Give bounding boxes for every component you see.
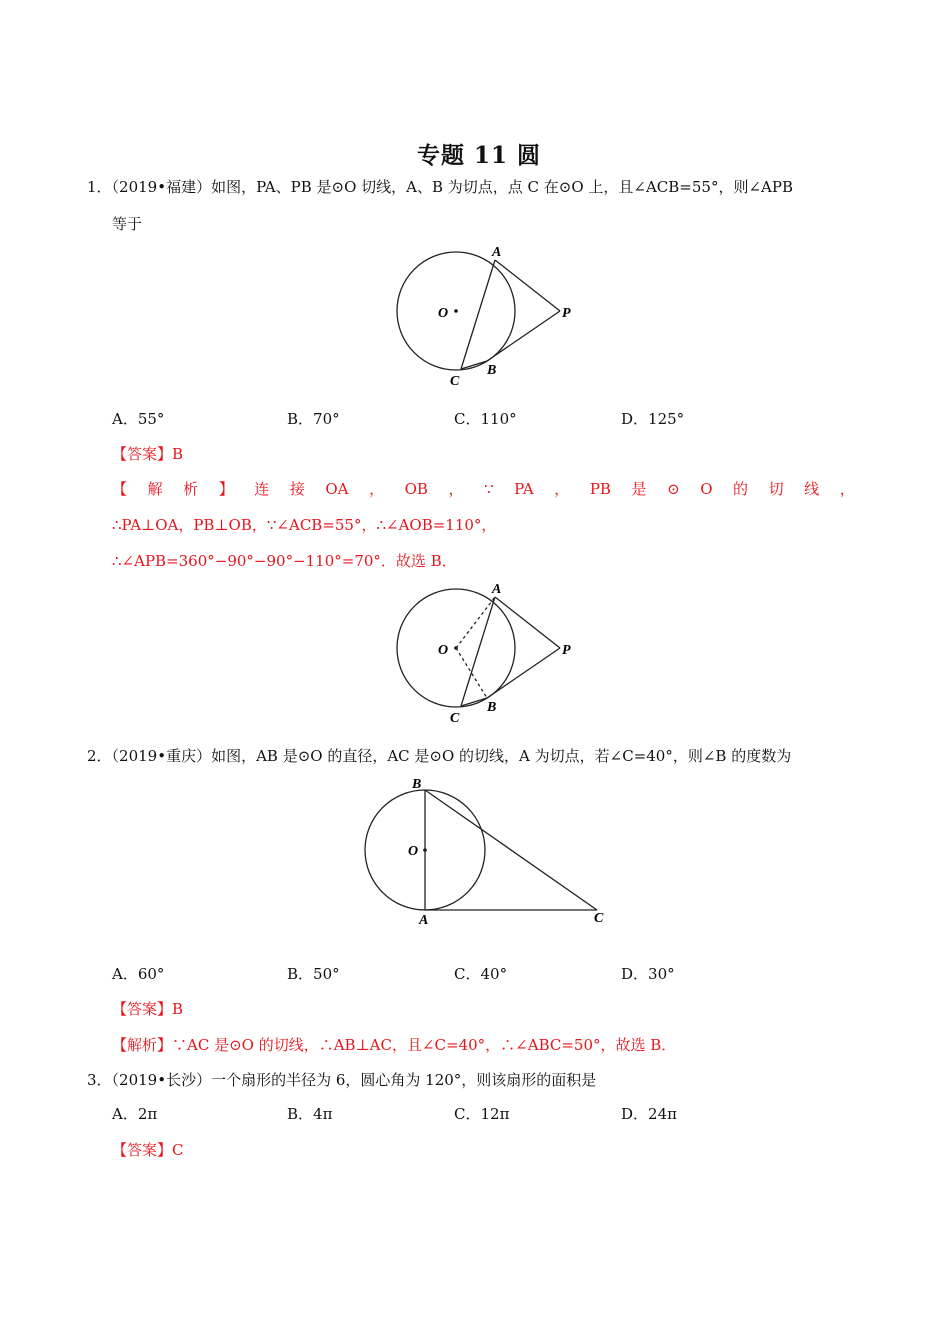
q1-analysis-line3: ∴∠APB=360°−90°−90°−110°=70°．故选 B．: [112, 552, 457, 570]
q1-label-b: B: [487, 363, 497, 378]
q1-stem-line2: 等于: [112, 215, 143, 233]
q1-analysis-label-o: O: [438, 643, 449, 658]
q1-analysis-token: OA: [325, 480, 349, 498]
q3-option-b: B．4π: [287, 1105, 333, 1123]
q1-option-d: D．125°: [621, 410, 685, 428]
q2-option-c: C．40°: [454, 965, 508, 983]
q1-stem-line1: 1．（2019•福建）如图，PA、PB 是⊙O 切线，A、B 为切点，点 C 在⊙O 上，且∠ACB=55°，则∠APB: [87, 178, 793, 196]
q1-analysis-token: ，: [448, 480, 464, 498]
q1-analysis-token: ，: [839, 480, 855, 498]
q3-answer: 【答案】C: [112, 1141, 184, 1159]
page-title: 专题 11 圆: [417, 142, 542, 169]
q1-analysis-token: 线: [804, 480, 820, 498]
q2-option-b: B．50°: [287, 965, 340, 983]
q1-analysis-token: 接: [289, 480, 305, 498]
q1-analysis-token: 是: [631, 480, 647, 498]
q1-analysis-radius-oa: [456, 597, 495, 648]
q2-answer: 【答案】B: [112, 1000, 184, 1018]
q1-analysis-token: ，: [554, 480, 570, 498]
q1-tangent-pb: [487, 311, 560, 361]
q1-analysis-tangent-pa: [495, 597, 560, 648]
q1-analysis-label-p: P: [562, 643, 571, 658]
q1-answer: 【答案】B: [112, 445, 184, 463]
q1-option-c: C．110°: [454, 410, 517, 428]
q1-center-dot: [454, 309, 458, 313]
q1-analysis-token: 】: [218, 480, 234, 498]
q1-analysis-line2: ∴PA⊥OA，PB⊥OB，∵∠ACB=55°，∴∠AOB=110°，: [112, 516, 497, 534]
q1-label-p: P: [562, 306, 571, 321]
q1-analysis-token: PA: [514, 480, 534, 498]
q2-label-o: O: [408, 844, 419, 859]
q1-label-a: A: [492, 245, 502, 260]
q1-analysis-token: 解: [147, 480, 163, 498]
q1-analysis-token: 连: [254, 480, 270, 498]
q1-option-a: A．55°: [112, 410, 165, 428]
q1-analysis-token: 切: [768, 480, 784, 498]
q1-analysis-token: 【: [112, 480, 128, 498]
q2-label-c: C: [594, 911, 604, 926]
q2-line-bc: [425, 790, 597, 910]
q1-label-o: O: [438, 306, 449, 321]
q3-stem: 3．（2019•长沙）一个扇形的半径为 6，圆心角为 120°，则该扇形的面积是: [87, 1071, 597, 1089]
q1-tangent-pa: [495, 260, 560, 311]
q1-label-c: C: [450, 374, 460, 389]
q1-analysis-token: PB: [589, 480, 611, 498]
q1-chord-ac: [461, 260, 495, 369]
q1-analysis-label-b: B: [487, 700, 497, 715]
q1-analysis-token: O: [700, 480, 713, 498]
q2-figure: [355, 770, 615, 930]
q1-option-b: B．70°: [287, 410, 340, 428]
q1-analysis-token: ∵: [484, 480, 494, 498]
q1-analysis-token: 析: [183, 480, 199, 498]
q1-analysis-token: ⊙: [667, 480, 680, 498]
q1-figure: [380, 238, 590, 390]
q1-analysis-chord-ac: [461, 597, 495, 706]
q3-option-a: A．2π: [112, 1105, 158, 1123]
q1-analysis-line1: [112, 479, 855, 499]
q2-option-a: A．60°: [112, 965, 165, 983]
q3-option-d: D．24π: [621, 1105, 677, 1123]
q2-option-d: D．30°: [621, 965, 675, 983]
q1-analysis-token: ，: [369, 480, 385, 498]
q1-analysis-label-a: A: [492, 582, 502, 597]
q1-analysis-figure: [380, 575, 590, 727]
q3-option-c: C．12π: [454, 1105, 510, 1123]
q2-label-b: B: [412, 777, 422, 792]
q1-analysis-token: 的: [733, 480, 749, 498]
q1-analysis-token: OB: [404, 480, 428, 498]
q2-analysis: 【解析】∵AC 是⊙O 的切线，∴AB⊥AC，且∠C=40°，∴∠ABC=50°，故选 B．: [112, 1036, 677, 1054]
q1-analysis-tangent-pb: [487, 648, 560, 698]
q2-stem: 2．（2019•重庆）如图，AB 是⊙O 的直径，AC 是⊙O 的切线，A 为切点，若∠C=40°，则∠B 的度数为: [87, 747, 792, 765]
q2-label-a: A: [419, 913, 429, 928]
q1-analysis-label-c: C: [450, 711, 460, 726]
